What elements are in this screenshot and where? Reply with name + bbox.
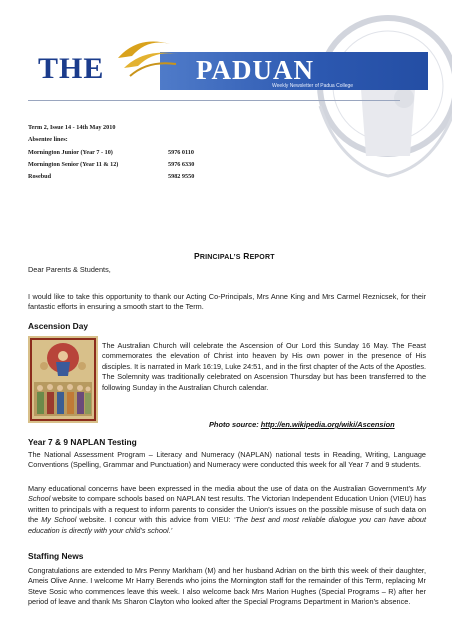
report-title-eport: EPORT xyxy=(249,254,275,261)
ascension-painting-image xyxy=(28,336,98,423)
vieu-quote: ‘The best and most reliable dialogue you can have about education is directly with your child’s school.’ xyxy=(28,515,426,535)
masthead-divider xyxy=(28,100,400,101)
report-title-s: S xyxy=(235,254,241,261)
absentee-number: 5982 9550 xyxy=(168,173,195,181)
absentee-heading: Absentee lines: xyxy=(28,136,68,144)
issue-info xyxy=(28,124,194,185)
masthead xyxy=(0,0,452,106)
my-school-text-3: website. I concur with this advice from VIEU: xyxy=(76,515,234,525)
report-title-apostrophe: ’ xyxy=(233,254,236,261)
masthead-paduan: PADUAN xyxy=(196,55,314,85)
absentee-line xyxy=(28,149,194,161)
absentee-label: Mornington Senior (Year 11 & 12) xyxy=(28,160,119,168)
my-school-paragraph xyxy=(28,484,426,536)
naplan-paragraph: The National Assessment Program – Literacy and Numeracy (NAPLAN) national tests in Reading, Writing, Language Conventions (Spelling, Grammar and Punctuation) and Numeracy were conducted this week for all Year 7 and 9 students. xyxy=(28,450,426,470)
absentee-line xyxy=(28,173,194,185)
report-title-r: R xyxy=(240,251,250,261)
my-school-site-2: My School xyxy=(41,515,77,525)
intro-paragraph: I would like to take this opportunity to thank our Acting Co-Principals, Mrs Anne King and Mrs Carmel Reznicsek, for their fantastic efforts in ensuring a smooth start to the Term. xyxy=(28,292,426,312)
naplan-heading: Year 7 & 9 NAPLAN Testing xyxy=(28,437,137,447)
staffing-paragraph: Congratulations are extended to Mrs Penny Markham (M) and her husband Adrian on the birth this week of their daughter, Ameis Olive Anne. I welcome Mr Harry Berends who joins the Mornington staff for the remainder of this Term, replacing Mr Steve Sosic who commences leave this week. I also welcome back Mrs Marion Hughes (Special Programs – R) after her period of leave and thank Ms Sharon Clayton who looked after the Special Programs Department in Marion’s absence. xyxy=(28,566,426,607)
report-title-rincipal: RINCIPAL xyxy=(199,254,234,261)
my-school-text-1: Many educational concerns have been expressed in the media about the use of data on the Australian Government’s xyxy=(28,484,417,493)
ascension-heading: Ascension Day xyxy=(28,321,89,331)
issue-term: Term 2, Issue 14 - 14th May 2010 xyxy=(28,124,116,131)
masthead-the: THE xyxy=(38,52,105,85)
absentee-line xyxy=(28,161,194,173)
photo-source-link[interactable]: http://en.wikipedia.org/wiki/Ascension xyxy=(260,420,395,429)
my-school-site: My School xyxy=(28,484,426,504)
photo-source-label: Photo source: xyxy=(209,420,261,429)
photo-source xyxy=(209,420,395,429)
logo-swirl-icon xyxy=(108,30,188,90)
absentee-number: 5976 0110 xyxy=(168,148,194,156)
ascension-paragraph: The Australian Church will celebrate the Ascension of Our Lord this Sunday 16 May. The Feast commemorates the elevation of Christ into heaven by His own power in the presence of His disciples. It is narrated in Mark 16:19, Luke 24:51, and in the first chapter of the Acts of the Apostles. The Solemnity was traditionally celebrated on Ascension Thursday but has been transferred to the following Sunday in the Australian Church calendar. xyxy=(102,341,426,392)
staffing-heading: Staffing News xyxy=(28,551,84,561)
my-school-text-2: website to compare schools based on NAPLAN test results. The Victorian Independent Education Union (VIEU) has written to principals with a request to inform parents to consider the Union’s issues on the possible misuse of such data on the xyxy=(28,494,426,525)
report-title-p: P xyxy=(194,251,200,261)
college-seal-watermark xyxy=(300,6,452,206)
absentee-label: Mornington Junior (Year 7 - 10) xyxy=(28,148,113,156)
masthead-tagline: Weekly Newsletter of Padua College xyxy=(272,83,354,89)
absentee-number: 5976 6330 xyxy=(168,160,195,168)
report-title xyxy=(194,251,275,261)
absentee-label: Rosebud xyxy=(28,173,52,181)
salutation: Dear Parents & Students, xyxy=(28,265,111,274)
